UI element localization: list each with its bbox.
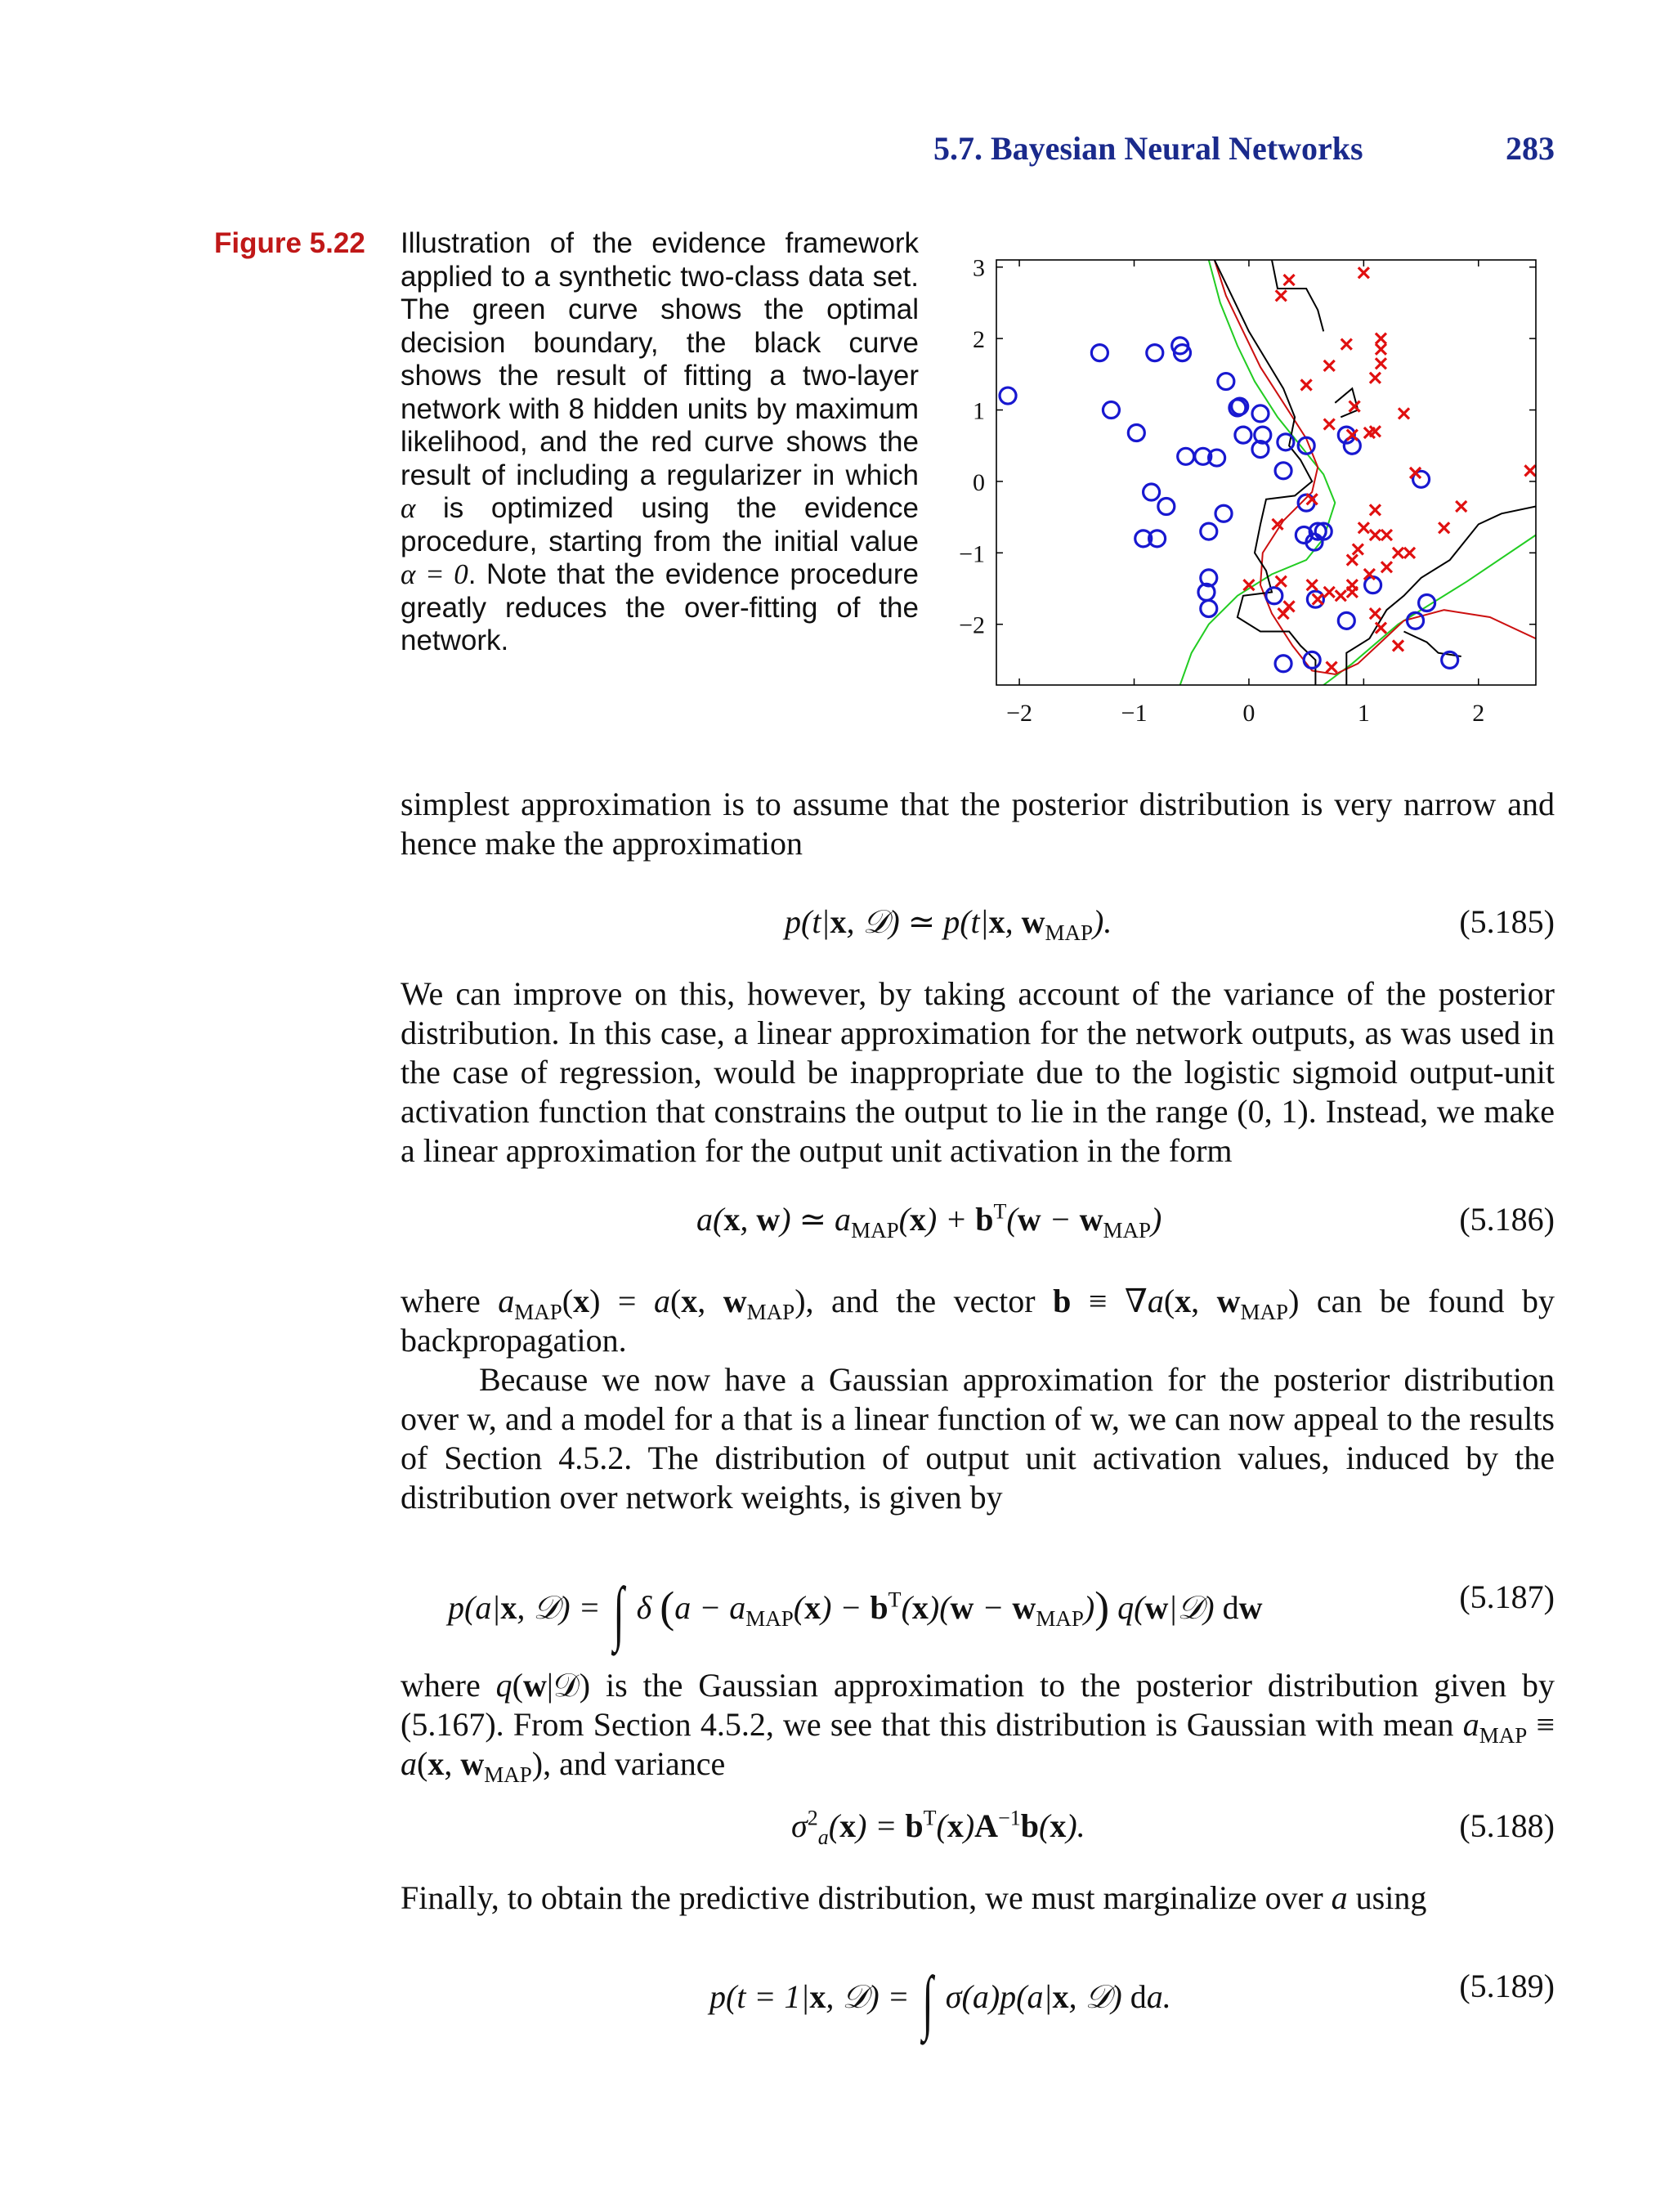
cross-data-point: [1301, 379, 1312, 390]
page-number: 283: [1506, 130, 1555, 167]
cross-data-point: [1313, 594, 1323, 605]
circle-data-point: [1338, 612, 1354, 629]
cross-data-point: [1347, 555, 1358, 566]
circle-data-point: [1408, 612, 1424, 629]
y-tick-label: 1: [973, 397, 985, 425]
y-tick-label: 2: [973, 326, 985, 354]
circle-data-point: [1275, 656, 1291, 672]
equation-5-187: p(a|x, 𝒟) = ∫ δ $(a - a_{MAP}(x) - b^T(x)(w - w_{MAP}))$ q(w|𝒟) dw (5.187): [448, 1574, 1555, 1653]
circle-data-point: [1201, 600, 1217, 616]
cross-data-point: [1276, 576, 1287, 587]
circle-data-point: [1091, 345, 1108, 361]
cross-data-point: [1327, 662, 1337, 673]
circle-data-point: [1252, 405, 1269, 422]
cross-data-point: [1410, 468, 1421, 478]
cross-data-point: [1284, 275, 1295, 285]
cross-data-point: [1370, 504, 1381, 515]
circle-data-point: [1304, 652, 1320, 668]
cross-data-point: [1399, 408, 1409, 419]
cross-data-point: [1393, 640, 1403, 651]
cross-data-point: [1376, 344, 1386, 355]
equation-5-185: p(t|x, 𝒟) ≃ p(t|x, $w_{MAP}$). (5.185): [785, 903, 1555, 945]
cross-data-point: [1376, 358, 1386, 369]
equation-number: (5.189): [1459, 1968, 1555, 2004]
y-tick-label: −2: [959, 611, 985, 639]
y-tick-label: −1: [959, 540, 985, 568]
evidence-framework-scatter-plot: [928, 237, 1565, 744]
cross-data-point: [1381, 530, 1392, 540]
circle-data-point: [1275, 463, 1291, 479]
cross-data-point: [1336, 590, 1346, 601]
equation-number: (5.185): [1459, 903, 1555, 940]
cross-data-point: [1276, 290, 1287, 301]
cross-data-point: [1307, 580, 1318, 590]
cross-data-point: [1358, 267, 1369, 278]
cross-data-point: [1370, 373, 1381, 383]
cross-data-point: [1324, 419, 1335, 430]
cross-data-point: [1370, 530, 1381, 540]
equation-number: (5.186): [1459, 1201, 1555, 1238]
circle-data-point: [1128, 424, 1144, 441]
circle-data-point: [1144, 484, 1160, 500]
x-tick-label: −1: [1121, 700, 1148, 727]
x-tick-label: 2: [1472, 700, 1485, 727]
cross-data-point: [1524, 465, 1535, 476]
cross-data-point: [1341, 339, 1352, 350]
y-tick-label: 3: [973, 254, 985, 282]
cross-data-point: [1456, 501, 1466, 512]
cross-data-point: [1324, 360, 1335, 371]
figure-label: Figure 5.22: [214, 227, 365, 259]
paragraph-5: where q(w|𝒟) is the Gaussian approximation to the posterior distribution given by (5.167). From Section 4.5.2, we see that this distribution is Gaussian with mean $a_{MAP} \equiv a(x$, $w_{MAP}$), and variance: [401, 1667, 1555, 1787]
cross-data-point: [1358, 522, 1369, 533]
circle-data-point: [1278, 434, 1294, 450]
cross-data-point: [1324, 587, 1335, 598]
cross-data-point: [1370, 608, 1381, 619]
circle-data-point: [1307, 591, 1323, 607]
figure-caption: Illustration of the evidence framework applied to a synthetic two-class data set. The green curve shows the optimal decision boundary, the black curve shows the result of fitting a two-layer network with 8 hidden units by maximum likelihood, and the red curve shows the result of including a regularizer in which α is optimized using the evidence procedure, starting from the initial value α = 0. Note that the evidence procedure greatly reduces the over-fitting of the network.: [401, 227, 919, 656]
cross-data-point: [1278, 608, 1289, 619]
section-title: 5.7. Bayesian Neural Networks: [933, 130, 1363, 167]
y-tick-label: 0: [973, 468, 985, 496]
cross-data-point: [1439, 522, 1449, 533]
equation-5-189: p(t = 1|x, 𝒟) = ∫ σ(a)p(a|x, 𝒟) da. (5.189): [709, 1963, 1555, 2042]
equation-number: (5.188): [1459, 1807, 1555, 1844]
circle-data-point: [1178, 448, 1194, 464]
cross-data-point: [1404, 548, 1415, 558]
running-head: [933, 129, 1555, 175]
plot-frame: [996, 260, 1536, 685]
equation-number: (5.187): [1459, 1578, 1555, 1615]
x-tick-label: 1: [1357, 700, 1370, 727]
cross-data-point: [1376, 334, 1386, 344]
cross-data-point: [1347, 580, 1358, 590]
paragraph-3-4: where $a_{MAP}(x) = a(x$, $w_{MAP}$), and the vector b ≡ ∇a(x, $w_{MAP}$) can be found by backpropagation. Because we now have a Gaussian approximation for the posterior distribution over w, and a model for a that is a linear function of w, we can now appeal to the results of Section 4.5.2. The distribution of output unit activation values, induced by the distribution over network weights, is given by: [401, 1283, 1555, 1516]
circle-data-point: [1266, 588, 1282, 604]
optimal-boundary-curve: [1180, 260, 1336, 685]
cross-data-point: [1393, 548, 1403, 558]
cross-data-point: [1349, 401, 1360, 412]
cross-data-point: [1381, 562, 1392, 572]
paragraph-6: Finally, to obtain the predictive distribution, we must marginalize over a using: [401, 1879, 1427, 1916]
circle-data-point: [1235, 427, 1251, 443]
cross-data-point: [1376, 623, 1386, 634]
x-tick-label: 0: [1242, 700, 1256, 727]
x-tick-label: −2: [1006, 700, 1033, 727]
circle-data-point: [1201, 523, 1217, 540]
circle-data-point: [1158, 499, 1175, 515]
paragraph-1: simplest approximation is to assume that the posterior distribution is very narrow and hence make the approximation: [401, 786, 1555, 862]
circle-data-point: [1215, 505, 1232, 522]
circle-data-point: [1147, 345, 1163, 361]
equation-5-186: a(x, w) ≃ $a_{MAP}(x) + b^T(w - w_{MAP})$ (5.186): [696, 1199, 1555, 1243]
max_likelihood-boundary-curve: [1335, 388, 1358, 417]
circle-data-point: [1000, 387, 1016, 404]
circle-data-point: [1218, 374, 1234, 390]
equation-5-188: $\sigma^2_a(x) = b^T(x)A^{-1}b(x)$. (5.188): [791, 1806, 1555, 1849]
paragraph-2: We can improve on this, however, by taking account of the variance of the posterior distribution. In this case, a linear approximation for the network outputs, as was used in the case of regression, would be inappropriate due to the logistic sigmoid output-unit activation function that constrains the output to lie in the range (0, 1). Instead, we make a linear approximation for the output unit activation in the form: [401, 975, 1555, 1169]
cross-data-point: [1353, 544, 1363, 554]
max_likelihood-boundary-curve: [1215, 260, 1316, 685]
circle-data-point: [1103, 402, 1119, 419]
